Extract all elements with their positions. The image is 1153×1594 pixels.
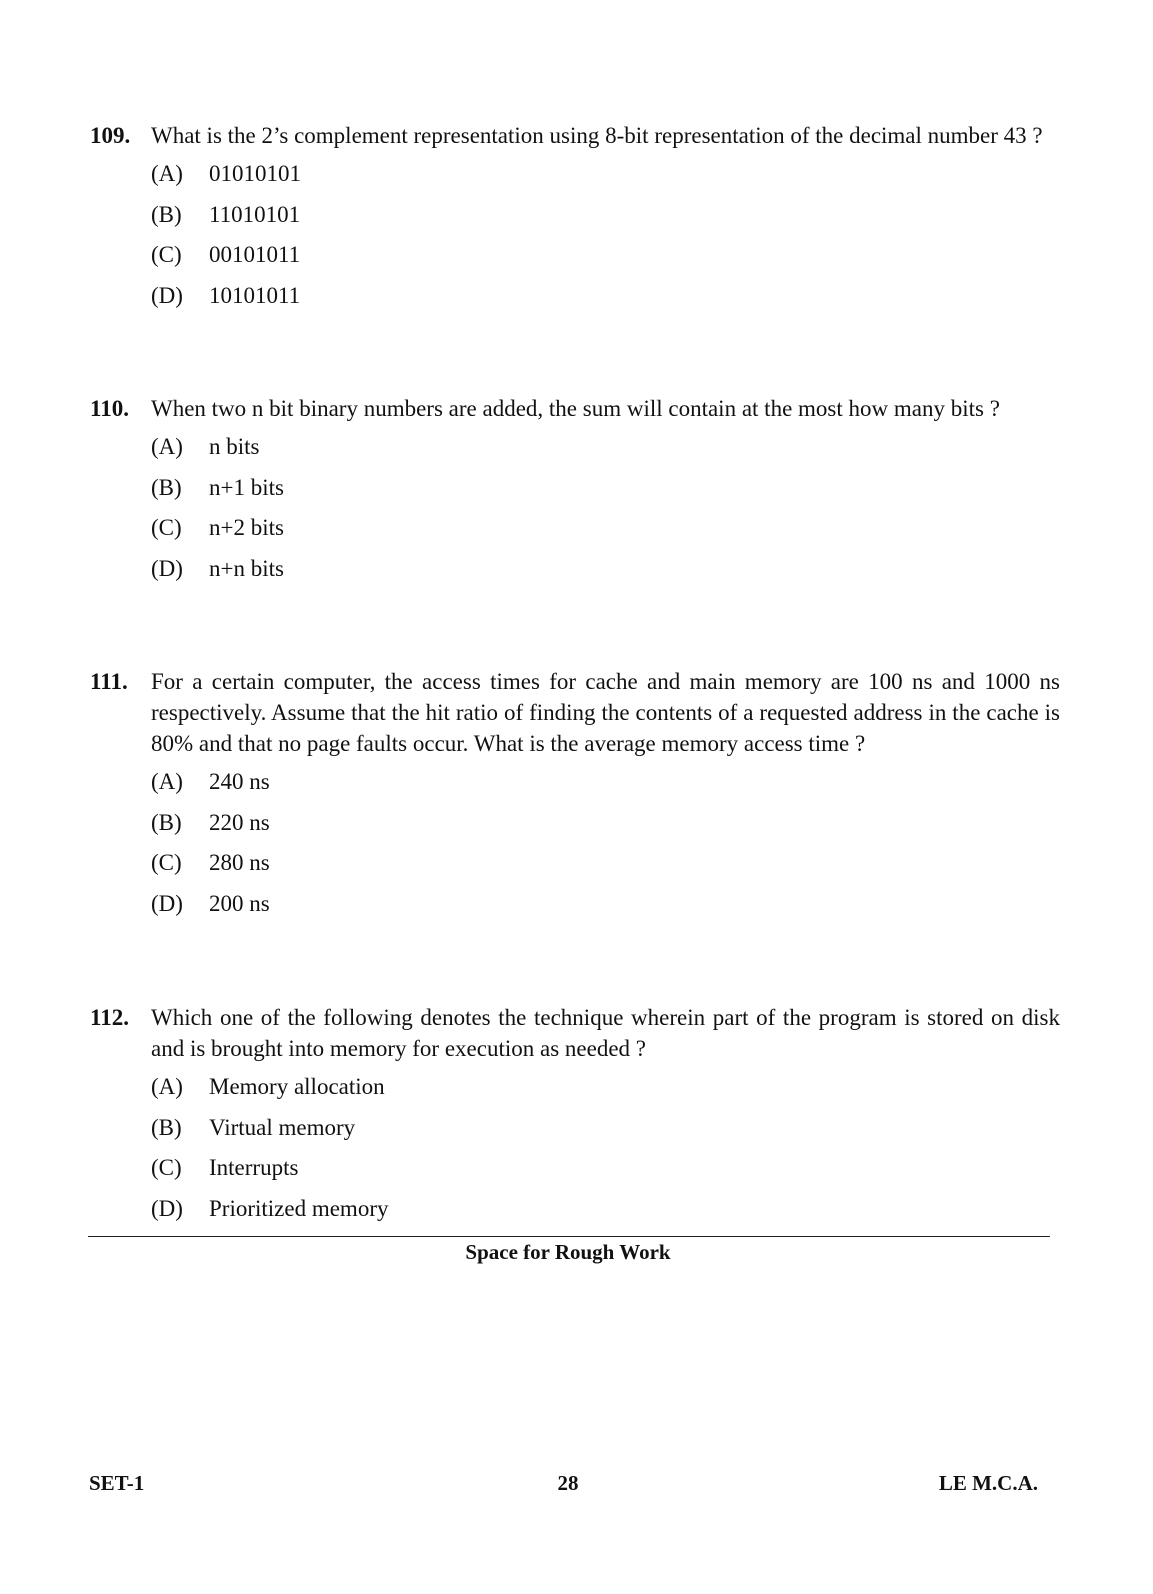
option-a: (A) 01010101 bbox=[151, 161, 301, 186]
question-number: 112. bbox=[90, 1005, 129, 1030]
option-d: (D) Prioritized memory bbox=[151, 1195, 389, 1221]
rough-work-heading: Space for Rough Work bbox=[465, 1240, 671, 1264]
question-text: When two n bit binary numbers are added, the sum will contain at the most how many bits ? bbox=[151, 396, 1000, 421]
question-text: What is the 2’s complement representation using 8-bit representation of the decimal number 43 ? bbox=[151, 123, 1043, 148]
option-a: (A) n bits bbox=[151, 434, 260, 459]
question-109 bbox=[90, 120, 1060, 320]
option-c: (C) Interrupts bbox=[151, 1155, 299, 1180]
question-number: 110. bbox=[90, 396, 129, 421]
footer-set-label: SET-1 bbox=[89, 1471, 145, 1495]
option-a: (A) 240 ns bbox=[151, 769, 270, 794]
option-b: (B) 220 ns bbox=[151, 809, 270, 835]
question-text: Which one of the following denotes the technique wherein part of the program is stored on disk and is brought into memory for execution as needed ? bbox=[151, 1005, 1060, 1061]
option-list bbox=[151, 158, 1060, 320]
option-list bbox=[151, 766, 1060, 928]
option-d: (D) 10101011 bbox=[151, 282, 301, 308]
option-c: (C) 280 ns bbox=[151, 850, 270, 875]
option-list bbox=[151, 1071, 1060, 1233]
option-b: (B) n+1 bits bbox=[151, 474, 284, 500]
option-b: (B) Virtual memory bbox=[151, 1114, 356, 1140]
footer-course-label: LE M.C.A. bbox=[938, 1471, 1038, 1495]
option-c: (C) 00101011 bbox=[151, 242, 301, 267]
question-number: 109. bbox=[90, 123, 131, 148]
option-b: (B) 11010101 bbox=[151, 201, 301, 227]
question-110 bbox=[90, 393, 1060, 593]
option-list bbox=[151, 431, 1060, 593]
rough-work-divider bbox=[88, 1236, 1050, 1237]
option-a: (A) Memory allocation bbox=[151, 1074, 385, 1099]
option-d: (D) n+n bits bbox=[151, 555, 284, 581]
question-number: 111. bbox=[90, 669, 128, 694]
option-d: (D) 200 ns bbox=[151, 890, 270, 916]
question-text: For a certain computer, the access times for cache and main memory are 100 ns and 1000 ns respectively. Assume that the hit ratio of finding the contents of a requested address in the cache is 80% and that no page faults occur. What is the average memory access time ? bbox=[151, 669, 1060, 756]
question-111 bbox=[90, 666, 1060, 928]
footer-page-number: 28 bbox=[557, 1471, 579, 1495]
question-112 bbox=[90, 1002, 1060, 1233]
option-c: (C) n+2 bits bbox=[151, 515, 284, 540]
